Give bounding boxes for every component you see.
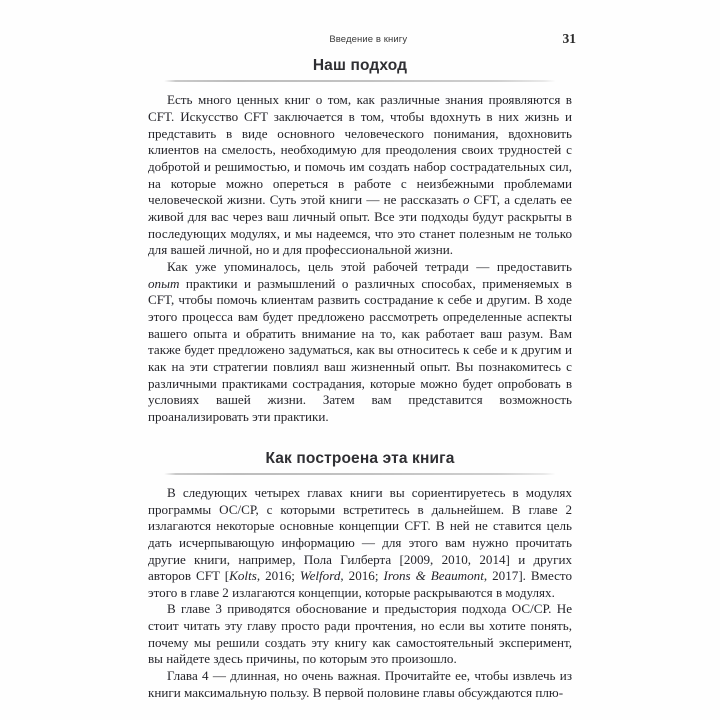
section-heading: Наш подход — [312, 57, 408, 74]
emphasis-text: Irons & Beaumont — [383, 568, 484, 584]
text-column — [148, 56, 572, 701]
body-text: В следующих четырех главах книги вы сориентируетесь в модулях программы ОС/СР, с которыми встретитесь в дальнейшем. В главе 2 излагаются некоторые основные концепции CFT. В ней не ставится цель дать исчерпывающую информацию — для этого вам нужно прочитать другие книги, например, Пола Гилберта [2009, 2010, 2014] и других авторов CFT [ — [148, 484, 572, 584]
body-text: Глава 4 — длинная, но очень важная. Прочитайте ее, чтобы извлечь из книги максимальную пользу. В первой половине главы обсуждаются плю- — [148, 668, 572, 700]
paragraph — [148, 485, 572, 602]
body-text: В главе 3 приводятся обоснование и предыстория подхода ОС/СР. Не стоит читать эту главу просто ради прочтения, но если вы хотите понять, почему мы решили создать эту книгу как самостоятельный эксперимент, вы найдете здесь причины, по которым это произошло. — [148, 601, 572, 667]
paragraph — [148, 259, 572, 426]
body-text: CFT, а сделать ее живой для вас через ваш личный опыт. Все эти подходы будут раскрыты в последующих модулях, и мы надеемся, что это станет полезным не только для вашей личной, но и для профессиональной жизни. — [148, 192, 572, 258]
body-text: , 2016; — [340, 568, 384, 584]
paragraph — [148, 668, 572, 701]
paragraph — [148, 601, 572, 668]
emphasis-text: Welford — [299, 568, 341, 584]
body-text: , 2016; — [256, 568, 300, 584]
section-our-approach — [148, 56, 572, 426]
page-number: 31 — [562, 31, 576, 46]
paragraph — [148, 92, 572, 259]
body-text: , 2017]. Вместо этого в главе 2 излагаются концепции, которые раскрываются в модулях. — [148, 568, 573, 600]
running-header-title: Введение в книгу — [329, 33, 408, 45]
section-how-book-is-built — [148, 449, 572, 702]
heading-rule — [164, 473, 556, 475]
emphasis-text: о — [463, 192, 470, 208]
emphasis-text: Kolts — [229, 568, 257, 584]
body-text: Как уже упоминалось, цель этой рабочей тетради — предоставить — [167, 258, 572, 274]
body-text: практики и размышлений о различных способах, применяемых в CFT, чтобы помочь клиентам развить сострадание к себе и другим. В ходе этого процесса вам будет предложено рассмотреть определенные аспекты вашего опыта и обратить внимание на то, как работает ваш разум. Вам также будет предложено задуматься, как вы относитесь к себе и к другим и как на эти стратегии повлиял ваш жизненный опыт. Вы познакомитесь с различными практиками сострадания, которые можно будет опробовать в условиях вашей жизни. Затем вам представится возможность проанализировать эти практики. — [148, 275, 572, 424]
running-header — [148, 31, 576, 47]
heading-rule — [164, 80, 556, 82]
body-text: Есть много ценных книг о том, как различные знания проявляются в CFT. Искусство CFT заключается в том, чтобы вдохнуть в них жизнь и представить в виде основного человеческого понимания, вдохновить клиентов на смелость, необходимую для преодоления своих трудностей с добротой и решимостью, и помочь им создать набор сострадательных сил, на которые можно опереться в работе с неизбежными проблемами человеческой жизни. Суть этой книги — не рассказать — [148, 92, 572, 208]
section-heading: Как построена эта книга — [265, 449, 455, 467]
emphasis-text: опыт — [148, 275, 180, 291]
